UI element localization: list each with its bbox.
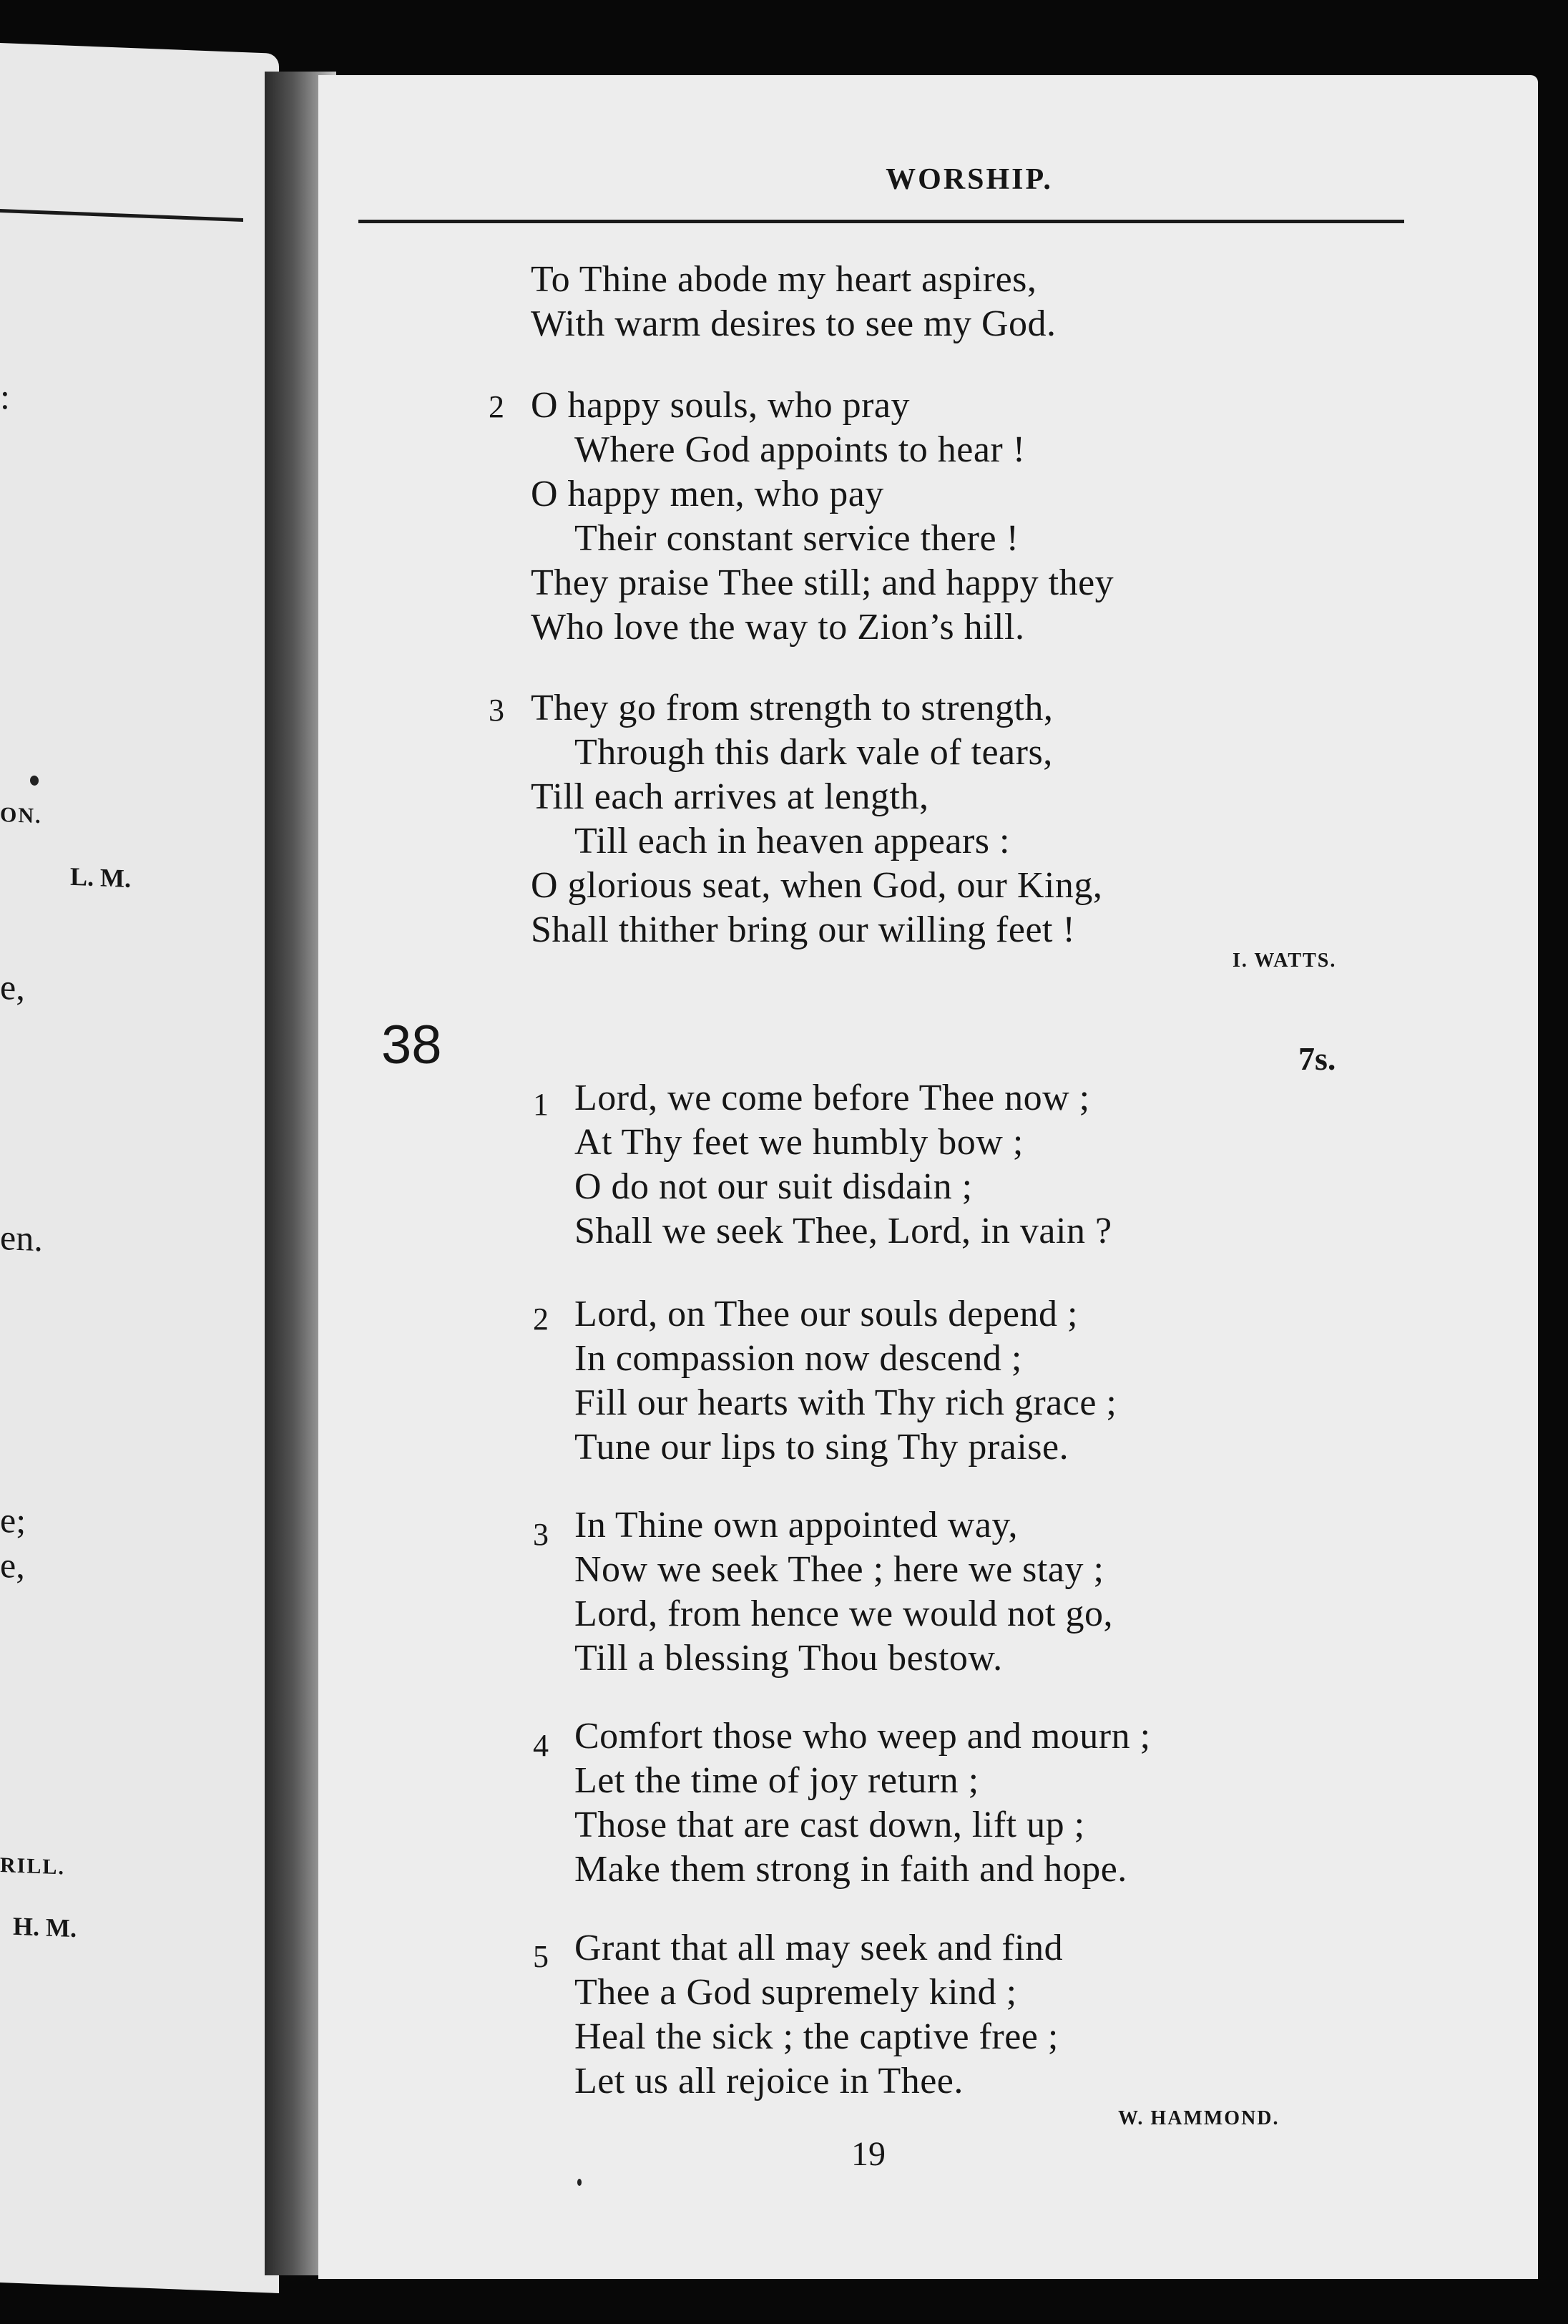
verse-number: 1	[533, 1087, 549, 1122]
verse-line: They go from strength to strength,	[531, 688, 1054, 728]
verse-line: In compassion now descend ;	[574, 1338, 1022, 1379]
verse-line: In Thine own appointed way,	[574, 1505, 1019, 1546]
verse-number: 2	[489, 389, 504, 424]
ink-speck	[30, 776, 39, 786]
verse-line: Grant that all may seek and find	[574, 1928, 1064, 1968]
verse-line: Shall thither bring our willing feet !	[531, 909, 1076, 950]
verse-number: 3	[533, 1517, 549, 1552]
previous-page-fragment: ON.	[0, 803, 42, 829]
verse-line: Lord, from hence we would not go,	[574, 1593, 1113, 1634]
verse-line: Thee a God supremely kind ;	[574, 1972, 1017, 2013]
hymn-author: W. HAMMOND.	[1118, 2107, 1280, 2129]
hymnal-page	[318, 75, 1538, 2279]
previous-page-meter: L. M.	[70, 861, 131, 894]
verse-line: With warm desires to see my God.	[531, 303, 1057, 344]
verse-line: Till each arrives at length,	[531, 776, 929, 817]
verse-line: Now we seek Thee ; here we stay ;	[574, 1549, 1104, 1590]
previous-page-meter: H. M.	[13, 1911, 77, 1943]
verse-number: 3	[489, 693, 504, 728]
verse-line: They praise Thee still; and happy they	[531, 562, 1114, 603]
verse-line: Their constant service there !	[574, 518, 1019, 559]
page-number: 19	[851, 2135, 886, 2173]
verse-line: O happy men, who pay	[531, 474, 884, 514]
previous-page-fragment: en.	[0, 1217, 43, 1259]
previous-page-fragment: e;	[0, 1500, 26, 1541]
running-head: WORSHIP.	[886, 163, 1053, 196]
verse-line: Tune our lips to sing Thy praise.	[574, 1427, 1069, 1468]
verse-line: Heal the sick ; the captive free ;	[574, 2016, 1059, 2057]
previous-page-fragment: e,	[0, 967, 25, 1008]
verse-line: Let the time of joy return ;	[574, 1760, 979, 1801]
verse-line: Where God appoints to hear !	[574, 429, 1026, 470]
header-rule	[358, 220, 1404, 223]
verse-number: 4	[533, 1728, 549, 1763]
verse-line: At Thy feet we humbly bow ;	[574, 1122, 1024, 1163]
verse-line: Comfort those who weep and mourn ;	[574, 1716, 1151, 1757]
verse-line: O happy souls, who pray	[531, 385, 911, 426]
verse-line: Let us all rejoice in Thee.	[574, 2061, 964, 2101]
verse-line: Those that are cast down, lift up ;	[574, 1805, 1085, 1845]
verse-line: Till each in heaven appears :	[574, 821, 1010, 861]
hymn-author: I. WATTS.	[1233, 949, 1337, 972]
verse-line: Lord, on Thee our souls depend ;	[574, 1294, 1078, 1334]
previous-page-fragment: e,	[0, 1545, 25, 1586]
verse-number: 2	[533, 1302, 549, 1337]
verse-line: Make them strong in faith and hope.	[574, 1849, 1127, 1890]
previous-page	[0, 43, 279, 2293]
verse-line: Till a blessing Thou bestow.	[574, 1638, 1003, 1679]
verse-line: To Thine abode my heart aspires,	[531, 259, 1037, 300]
hymn-number: 38	[381, 1015, 442, 1075]
verse-line: O do not our suit disdain ;	[574, 1166, 973, 1207]
verse-number: 5	[533, 1939, 549, 1974]
verse-line: Who love the way to Zion’s hill.	[531, 607, 1025, 648]
previous-page-fragment: RILL.	[0, 1853, 65, 1880]
ink-speck	[577, 2179, 582, 2186]
previous-page-fragment: :	[0, 376, 10, 417]
hymn-meter: 7s.	[1298, 1040, 1336, 1077]
verse-line: Lord, we come before Thee now ;	[574, 1078, 1090, 1118]
verse-line: Fill our hearts with Thy rich grace ;	[574, 1382, 1117, 1423]
verse-line: Through this dark vale of tears,	[574, 732, 1053, 773]
previous-page-rule	[0, 209, 243, 222]
verse-line: O glorious seat, when God, our King,	[531, 865, 1103, 906]
verse-line: Shall we seek Thee, Lord, in vain ?	[574, 1211, 1112, 1251]
